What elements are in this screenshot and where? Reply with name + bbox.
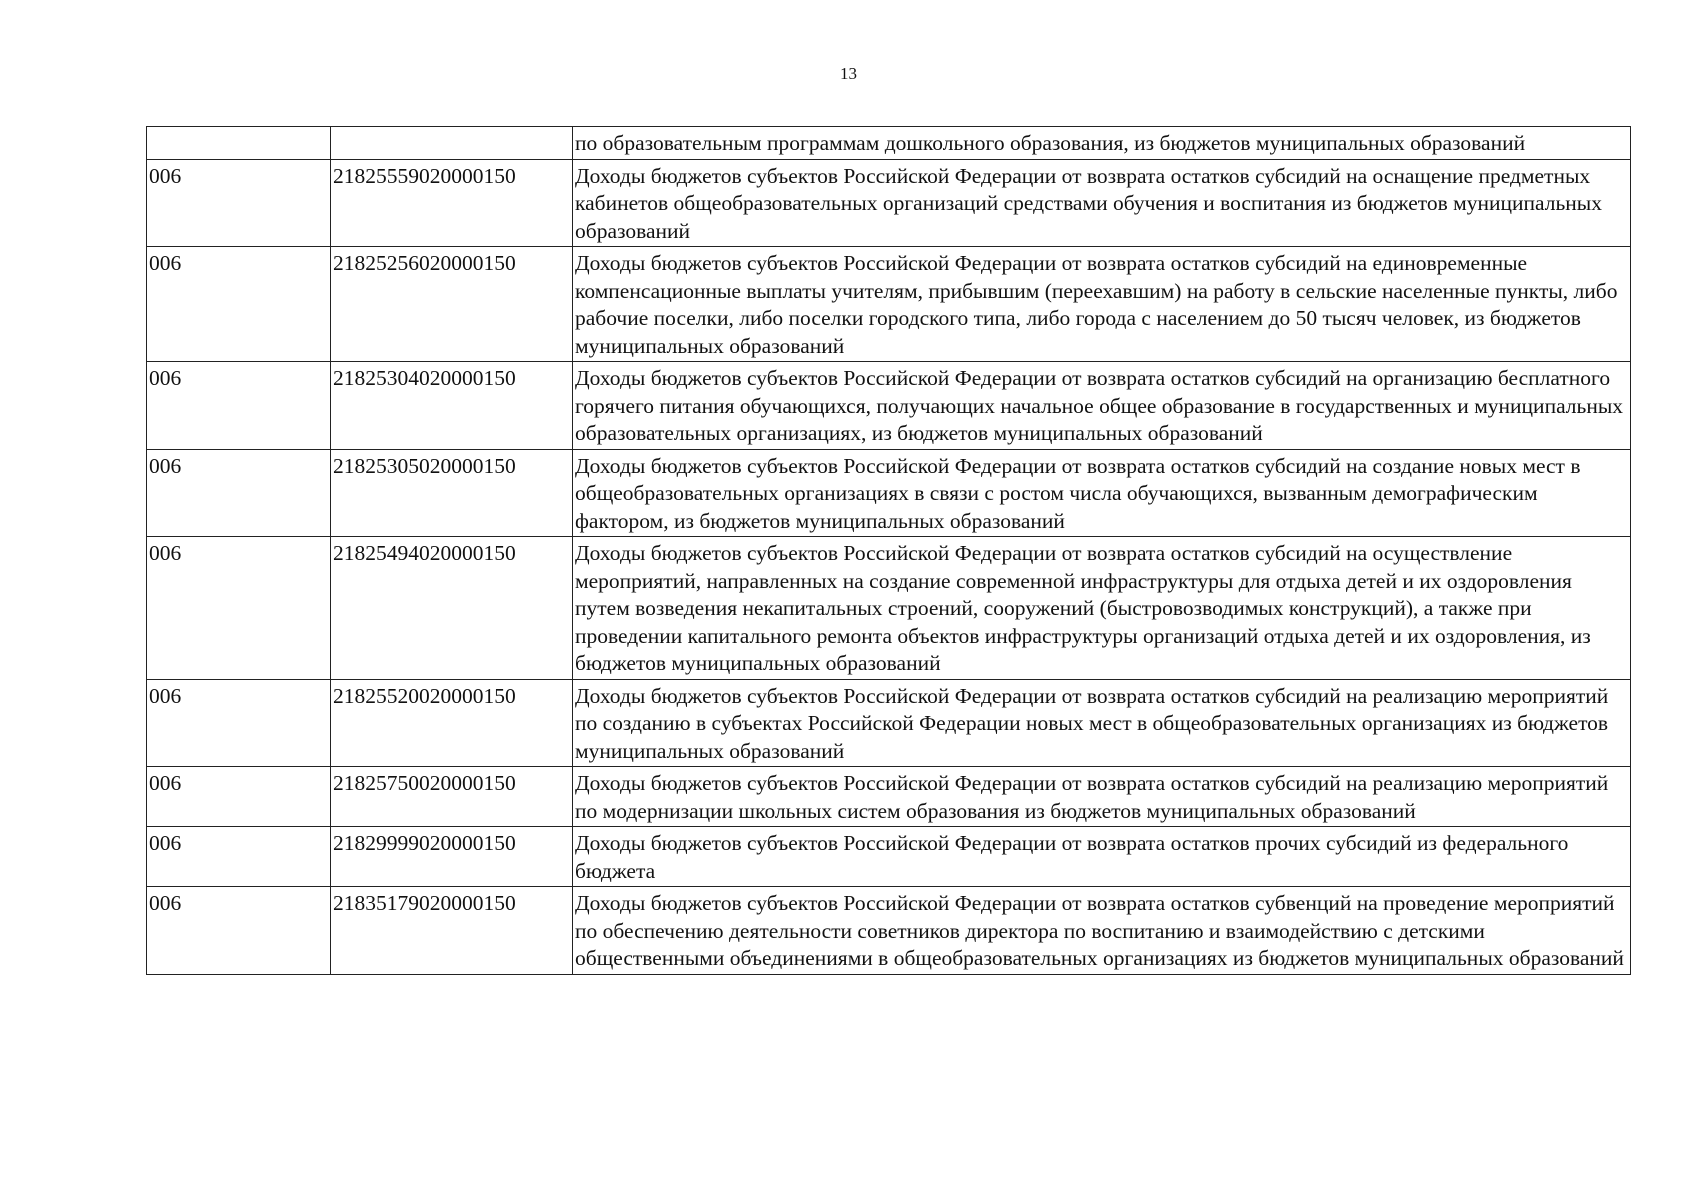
income-code-cell: 21829999020000150	[331, 827, 573, 887]
admin-code-cell: 006	[147, 827, 331, 887]
description-cell: Доходы бюджетов субъектов Российской Федерации от возврата остатков субсидий на создание новых мест в общеобразовательных организациях в связи с ростом числа обучающихся, вызванным демографическим фактором, из бюджетов муниципальных образований	[573, 449, 1631, 537]
table-row	[147, 679, 1631, 767]
table-row	[147, 449, 1631, 537]
admin-code-cell: 006	[147, 247, 331, 362]
admin-code-cell: 006	[147, 767, 331, 827]
table-row	[147, 887, 1631, 975]
income-code-cell: 21825520020000150	[331, 679, 573, 767]
income-code-cell: 21825305020000150	[331, 449, 573, 537]
description-cell: по образовательным программам дошкольного образования, из бюджетов муниципальных образований	[573, 127, 1631, 160]
table-row	[147, 537, 1631, 680]
income-code-cell	[331, 127, 573, 160]
income-code-cell: 21825304020000150	[331, 362, 573, 450]
income-code-cell: 21825494020000150	[331, 537, 573, 680]
admin-code-cell: 006	[147, 449, 331, 537]
description-cell: Доходы бюджетов субъектов Российской Федерации от возврата остатков субсидий на осуществление мероприятий, направленных на создание современной инфраструктуры для отдыха детей и их оздоровления путем возведения некапитальных строений, сооружений (быстровозводимых конструкций), а также при проведении капитального ремонта объектов инфраструктуры организаций отдыха детей и их оздоровления, из бюджетов муниципальных образований	[573, 537, 1631, 680]
description-cell: Доходы бюджетов субъектов Российской Федерации от возврата остатков субсидий на реализацию мероприятий по модернизации школьных систем образования из бюджетов муниципальных образований	[573, 767, 1631, 827]
table-row	[147, 159, 1631, 247]
description-cell: Доходы бюджетов субъектов Российской Федерации от возврата остатков субсидий на оснащение предметных кабинетов общеобразовательных организаций средствами обучения и воспитания из бюджетов муниципальных образований	[573, 159, 1631, 247]
income-code-cell: 21825559020000150	[331, 159, 573, 247]
income-codes-table	[146, 126, 1631, 975]
income-code-cell: 21835179020000150	[331, 887, 573, 975]
description-cell: Доходы бюджетов субъектов Российской Федерации от возврата остатков субвенций на проведение мероприятий по обеспечению деятельности советников директора по воспитанию и взаимодействию с детскими общественными объединениями в общеобразовательных организациях из бюджетов муниципальных образований	[573, 887, 1631, 975]
table-row	[147, 767, 1631, 827]
admin-code-cell: 006	[147, 362, 331, 450]
description-cell: Доходы бюджетов субъектов Российской Федерации от возврата остатков прочих субсидий из федерального бюджета	[573, 827, 1631, 887]
admin-code-cell: 006	[147, 537, 331, 680]
description-cell: Доходы бюджетов субъектов Российской Федерации от возврата остатков субсидий на единовременные компенсационные выплаты учителям, прибывшим (переехавшим) на работу в сельские населенные пункты, либо рабочие поселки, либо поселки городского типа, либо города с населением до 50 тысяч человек, из бюджетов муниципальных образований	[573, 247, 1631, 362]
admin-code-cell: 006	[147, 159, 331, 247]
description-cell: Доходы бюджетов субъектов Российской Федерации от возврата остатков субсидий на реализацию мероприятий по созданию в субъектах Российской Федерации новых мест в общеобразовательных организациях из бюджетов муниципальных образований	[573, 679, 1631, 767]
table-row	[147, 362, 1631, 450]
admin-code-cell: 006	[147, 679, 331, 767]
page-number: 13	[840, 64, 857, 83]
admin-code-cell: 006	[147, 887, 331, 975]
table-row	[147, 827, 1631, 887]
income-code-cell: 21825256020000150	[331, 247, 573, 362]
table-row	[147, 127, 1631, 160]
description-cell: Доходы бюджетов субъектов Российской Федерации от возврата остатков субсидий на организацию бесплатного горячего питания обучающихся, получающих начальное общее образование в государственных и муниципальных образовательных организациях, из бюджетов муниципальных образований	[573, 362, 1631, 450]
table-row	[147, 247, 1631, 362]
admin-code-cell	[147, 127, 331, 160]
income-code-cell: 21825750020000150	[331, 767, 573, 827]
